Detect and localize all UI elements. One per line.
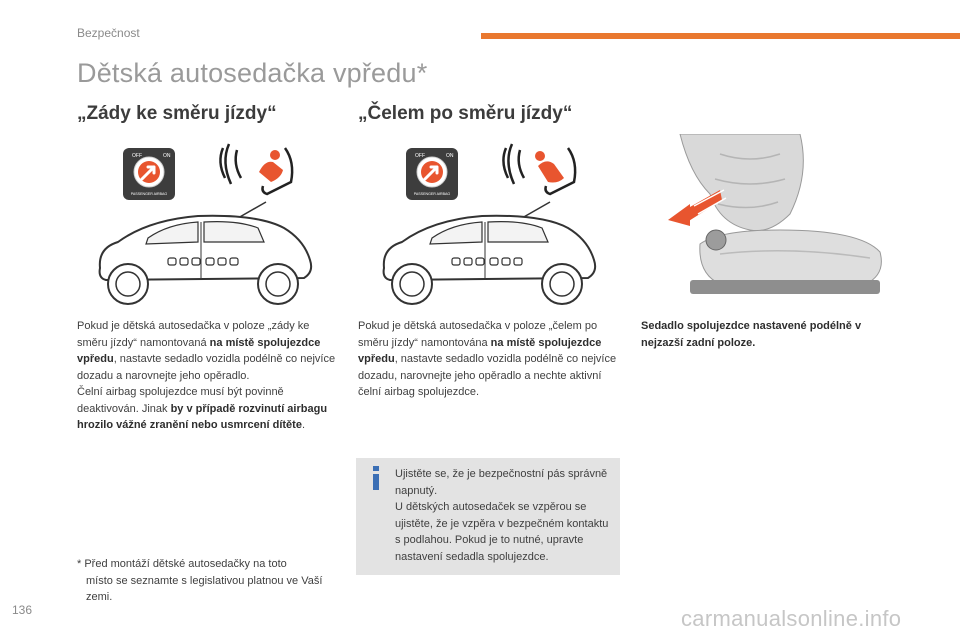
rear-facing-child-seat-icon (215, 142, 297, 198)
footnote: * Před montáží dětské autosedačky na toto místo se seznamte s legislativou platnou ve Vaší zemi. (77, 558, 323, 603)
car-illustration-right (372, 198, 604, 308)
car-illustration-left (88, 198, 320, 308)
page-title: Dětská autosedačka vpředu* (77, 58, 428, 88)
airbag-switch-off-icon (123, 148, 175, 200)
forward-facing-instructions: Pokud je dětská autosedačka v poloze „čelem po směru jízdy“ namontována na místě spolujezdce vpředu, nastavte sedadlo vozidla podélně co nejvíce dozadu, narovnejte jeho opěradlo a nechte aktivní čelní airbag spolujezdce. (358, 320, 617, 398)
switch-caption: PASSENGER AIRBAG (130, 192, 168, 196)
airbag-switch-on-icon (406, 148, 458, 200)
switch-caption: PASSENGER AIRBAG (413, 192, 451, 196)
rear-facing-instructions: Pokud je dětská autosedačka v poloze „zády ke směru jízdy“ namontovaná na místě spolujezdce vpředu, nastavte sedadlo vozidla podélně co nejvíce dozadu a narovnejte jeho opěradlo. Čelní airbag spolujezdce musí být povinně deaktivován. Jinak by v případě rozvinutí airbagu hrozilo vážné zranění nebo usmrcení dítěte. (77, 320, 336, 431)
watermark: carmanualsonline.info (681, 606, 902, 631)
subtitle-rear-facing: „Zády ke směru jízdy“ (77, 103, 277, 124)
page-number: 136 (12, 603, 33, 617)
switch-off-label: OFF (132, 153, 142, 159)
passenger-seat-photo (660, 134, 886, 302)
switch-off-label: OFF (415, 153, 425, 159)
info-text: Ujistěte se, že je bezpečnostní pás správně napnutý. U dětských autosedaček se vzpěrou se ujistěte, že je vzpěra v bezpečném kontaktu s podlahou. Pokud je to nutné, upravte nastavení sedadla spolujezdce. (395, 468, 609, 563)
subtitle-forward-facing: „Čelem po směru jízdy“ (358, 103, 573, 124)
info-icon (370, 466, 382, 490)
seat-caption: Sedadlo spolujezdce nastavené podélně v nejzazší zadní poloze. (641, 320, 862, 349)
switch-on-label: ON (163, 153, 171, 159)
switch-on-label: ON (446, 153, 454, 159)
header-accent-bar (481, 33, 960, 39)
section-title: Bezpečnost (77, 26, 140, 40)
forward-facing-child-seat-icon (498, 142, 580, 198)
